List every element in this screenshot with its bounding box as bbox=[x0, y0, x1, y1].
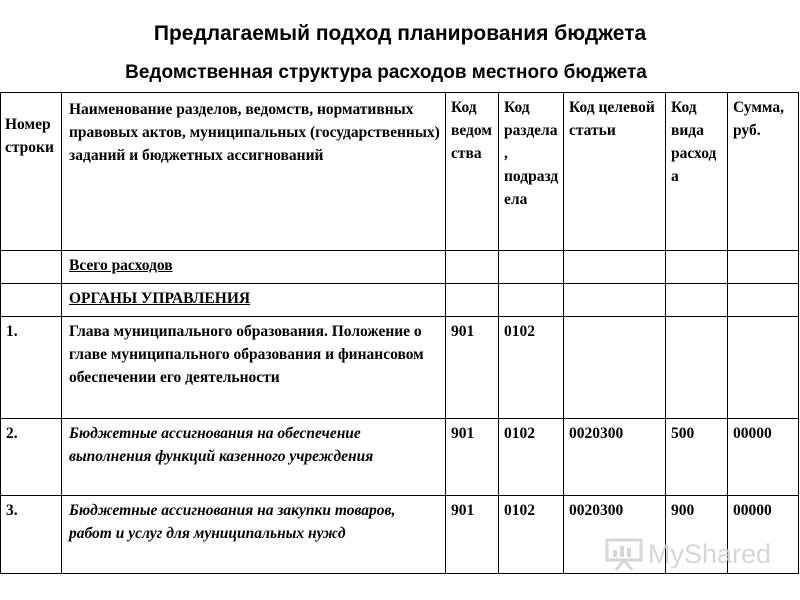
row-section-code: 0102 bbox=[499, 419, 564, 496]
row-type-code bbox=[666, 284, 728, 317]
budget-table bbox=[0, 92, 799, 574]
watermark-text: MyShared bbox=[648, 538, 772, 569]
row-sum bbox=[728, 251, 799, 284]
row-number bbox=[1, 251, 62, 284]
row-target-code bbox=[564, 284, 666, 317]
table-row bbox=[1, 251, 799, 284]
table-header-row bbox=[1, 93, 799, 251]
header-name: Наименование разделов, ведомств, нормативных правовых актов, муниципальных (государственных) заданий и бюджетных ассигнований bbox=[62, 93, 446, 251]
row-sum bbox=[728, 317, 799, 419]
presentation-board-icon bbox=[604, 537, 644, 571]
row-type-code: 500 bbox=[666, 419, 728, 496]
row-name: Бюджетные ассигнования на закупки товаров, работ и услуг для муниципальных нужд bbox=[62, 496, 446, 574]
table-row bbox=[1, 419, 799, 496]
header-sum: Сумма, руб. bbox=[728, 93, 799, 251]
row-target-code: 0020300 bbox=[564, 419, 666, 496]
header-expense-type-code: Код вида расхода bbox=[666, 93, 728, 251]
row-target-code bbox=[564, 317, 666, 419]
header-row-number: Номер строки bbox=[1, 93, 62, 251]
row-section-code bbox=[499, 284, 564, 317]
row-number: 1. bbox=[1, 317, 62, 419]
row-section-code bbox=[499, 251, 564, 284]
row-number: 2. bbox=[1, 419, 62, 496]
row-number: 3. bbox=[1, 496, 62, 574]
header-dept-code: Код ведомства bbox=[446, 93, 499, 251]
row-dept-code bbox=[446, 251, 499, 284]
row-dept-code: 901 bbox=[446, 496, 499, 574]
row-section-code: 0102 bbox=[499, 496, 564, 574]
row-target-code: 0020300 bbox=[564, 496, 666, 574]
watermark bbox=[604, 536, 771, 572]
table-row bbox=[1, 317, 799, 419]
row-type-code bbox=[666, 317, 728, 419]
row-name: Всего расходов bbox=[62, 251, 446, 284]
row-dept-code: 901 bbox=[446, 317, 499, 419]
row-sum: 00000 bbox=[728, 496, 799, 574]
row-sum: 00000 bbox=[728, 419, 799, 496]
row-name: ОРГАНЫ УПРАВЛЕНИЯ bbox=[62, 284, 446, 317]
row-dept-code bbox=[446, 284, 499, 317]
page-title: Предлагаемый подход планирования бюджета bbox=[153, 22, 647, 45]
row-name: Глава муниципального образования. Положение о главе муниципального образования и финансовом обеспечении его деятельности bbox=[62, 317, 446, 419]
header-target-code: Код целевой статьи bbox=[564, 93, 666, 251]
row-target-code bbox=[564, 251, 666, 284]
table-row bbox=[1, 284, 799, 317]
row-dept-code: 901 bbox=[446, 419, 499, 496]
header-section-code: Код раздела, подраздела bbox=[499, 93, 564, 251]
row-section-code: 0102 bbox=[499, 317, 564, 419]
page-subtitle: Ведомственная структура расходов местного бюджета bbox=[125, 62, 647, 83]
row-sum bbox=[728, 284, 799, 317]
row-type-code bbox=[666, 251, 728, 284]
row-type-code: 900 bbox=[666, 496, 728, 574]
row-name: Бюджетные ассигнования на обеспечение выполнения функций казенного учреждения bbox=[62, 419, 446, 496]
row-number bbox=[1, 284, 62, 317]
